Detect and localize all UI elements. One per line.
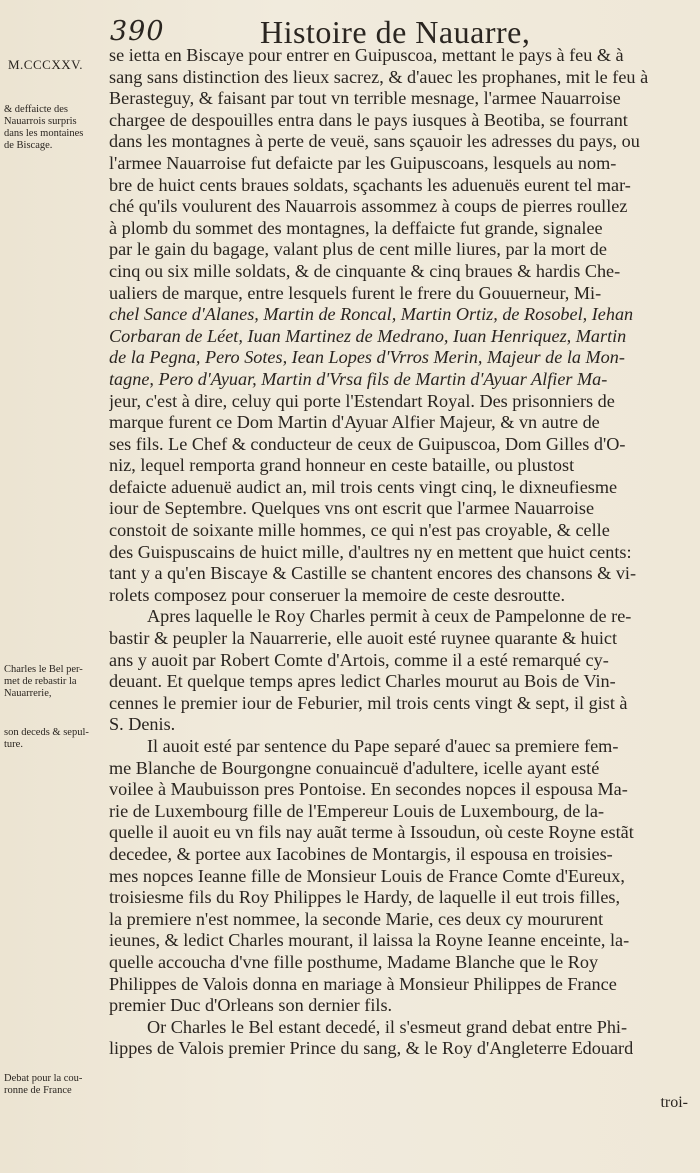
margin-note-crown-dispute: Debat pour la cou- ronne de France — [4, 1073, 83, 1096]
text-line: niz, lequel remporta grand honneur en ceste bataille, ou plustost — [109, 455, 575, 476]
text-line: se ietta en Biscaye pour entrer en Guipuscoa, mettant le pays à feu & à — [109, 45, 624, 65]
text-line: chel Sance d'Alanes, Martin de Roncal, Martin Ortiz, de Rosobel, Iehan — [109, 304, 634, 325]
running-title: Histoire de Nauarre, — [260, 14, 531, 50]
text-line: voilee à Maubuisson pres Pontoise. En secondes nopces il espousa Ma- — [109, 779, 628, 800]
text-line: jeur, c'est à dire, celuy qui porte l'Estendart Royal. Des prisonniers de — [109, 390, 615, 411]
text-line: S. Denis. — [109, 714, 176, 735]
text-line: sang sans distinction des lieux sacrez, & d'auec les prophanes, mit le feu à — [109, 66, 649, 87]
text-line: lippes de Valois premier Prince du sang, & le Roy d'Angleterre Edouard — [109, 1038, 634, 1059]
text-line: ans y auoit par Robert Comte d'Artois, comme il a esté remarqué cy- — [109, 649, 609, 670]
text-line: constoit de soixante mille hommes, ce qui n'est pas croyable, & celle — [109, 520, 610, 541]
text-line: à plomb du sommet des montagnes, la deffaicte fut grande, signalee — [109, 217, 603, 238]
text-line: Il auoit esté par sentence du Pape separé d'auec sa premiere fem- — [147, 736, 619, 756]
text-line: troisiesme fils du Roy Philippes le Hardy, de laquelle il eut trois filles, — [109, 887, 621, 908]
catchword: troi- — [660, 1094, 688, 1111]
margin-note-death: son deceds & sepul- ture. — [4, 727, 89, 750]
text-line: decedee, & portee aux Iacobines de Montargis, il espousa en troisies- — [109, 843, 613, 864]
text-line: me Blanche de Bourgongne conuaincuë d'adultere, icelle ayant esté — [109, 757, 600, 778]
text-line: tagne, Pero d'Ayuar, Martin d'Vrsa fils de Martin d'Ayuar Alfier Ma- — [109, 368, 608, 389]
text-line: des Guispuscains de huict mille, d'aultres ny en mettent que huict cents: — [109, 541, 632, 562]
text-line: ché qu'ils voulurent des Nauarrois assommez à coups de pierres roullez — [109, 196, 628, 217]
text-line: tant y a qu'en Biscaye & Castille se chantent encores des chansons & vi- — [109, 563, 637, 584]
text-line: deuant. Et quelque temps apres ledict Charles mourut au Bois de Vin- — [109, 671, 616, 692]
page-number: 390 — [110, 16, 165, 47]
margin-year: M.CCCXXV. — [8, 57, 84, 72]
text-line: cennes le premier iour de Feburier, mil trois cents vingt & sept, il gist à — [109, 692, 628, 713]
text-line: l'armee Nauarroise fut defaicte par les Guipuscoans, lesquels au nom- — [109, 152, 617, 173]
text-line: Philippes de Valois donna en mariage à Monsieur Philippes de France — [109, 973, 617, 994]
text-line: premier Duc d'Orleans son dernier fils. — [109, 995, 393, 1016]
text-line: dans les montagnes à perte de veuë, sans sçauoir les adresses du pays, ou — [109, 131, 640, 152]
text-line: cinq ou six mille soldats, & de cinquante & cinq braues & hardis Che- — [109, 260, 621, 281]
text-line: iour de Septembre. Quelques vns ont escrit que l'armee Nauarroise — [109, 498, 595, 519]
text-line: ieunes, & ledict Charles mourant, il laissa la Royne Ieanne enceinte, la- — [109, 930, 630, 951]
text-line: ses fils. Le Chef & conducteur de ceux de Guipuscoa, Dom Gilles d'O- — [109, 433, 626, 454]
text-line: la premiere n'est nommee, la seconde Marie, ces deux cy moururent — [109, 908, 604, 929]
margin-note-rebuild: Charles le Bel per- met de rebastir la Nauarrerie, — [4, 664, 83, 699]
text-line: chargee de despouilles entra dans le pays iusques à Beotiba, se fourrant — [109, 109, 628, 130]
margin-note-defeat: & deffaicte des Nauarrois surpris dans les montaines de Biscage. — [4, 104, 84, 151]
text-line: bre de huict cents braues soldats, sçachants les aduenuës eurent tel mar- — [109, 174, 631, 195]
text-line: mes nopces Ieanne fille de Monsieur Louis de France Comte d'Eureux, — [109, 865, 625, 886]
text-line: defaicte aduenuë audict an, mil trois cents vingt cinq, le dixneufiesme — [109, 476, 618, 497]
text-line: Apres laquelle le Roy Charles permit à ceux de Pampelonne de re- — [147, 606, 632, 627]
text-line: par le gain du bagage, valant plus de cent mille liures, par la mort de — [109, 239, 607, 260]
text-line: marque furent ce Dom Martin d'Ayuar Alfier Majeur, & vn autre de — [109, 412, 600, 433]
text-line: Or Charles le Bel estant decedé, il s'esmeut grand debat entre Phi- — [147, 1016, 628, 1037]
main-text — [109, 45, 669, 1060]
text-line: Corbaran de Léet, Iuan Martinez de Medrano, Iuan Henriquez, Martin — [109, 325, 627, 346]
text-line: ualiers de marque, entre lesquels furent le frere du Gouuerneur, Mi- — [109, 282, 602, 303]
text-line: Berasteguy, & faisant par tout vn terrible mesnage, l'armee Nauarroise — [109, 88, 621, 109]
text-line: rolets composez pour conseruer la memoire de ceste desroutte. — [109, 584, 566, 605]
text-line: bastir & peupler la Nauarrerie, elle auoit esté ruynee quarante & huict — [109, 628, 618, 649]
text-line: quelle accoucha d'vne fille posthume, Madame Blanche que le Roy — [109, 951, 599, 972]
text-line: quelle il auoit eu vn fils nay auãt terme à Issoudun, où ceste Royne estãt — [109, 822, 634, 843]
text-line: rie de Luxembourg fille de l'Empereur Louis de Luxembourg, de la- — [109, 800, 605, 821]
text-line: de la Pegna, Pero Sotes, Iean Lopes d'Vrros Merin, Majeur de la Mon- — [109, 347, 625, 368]
